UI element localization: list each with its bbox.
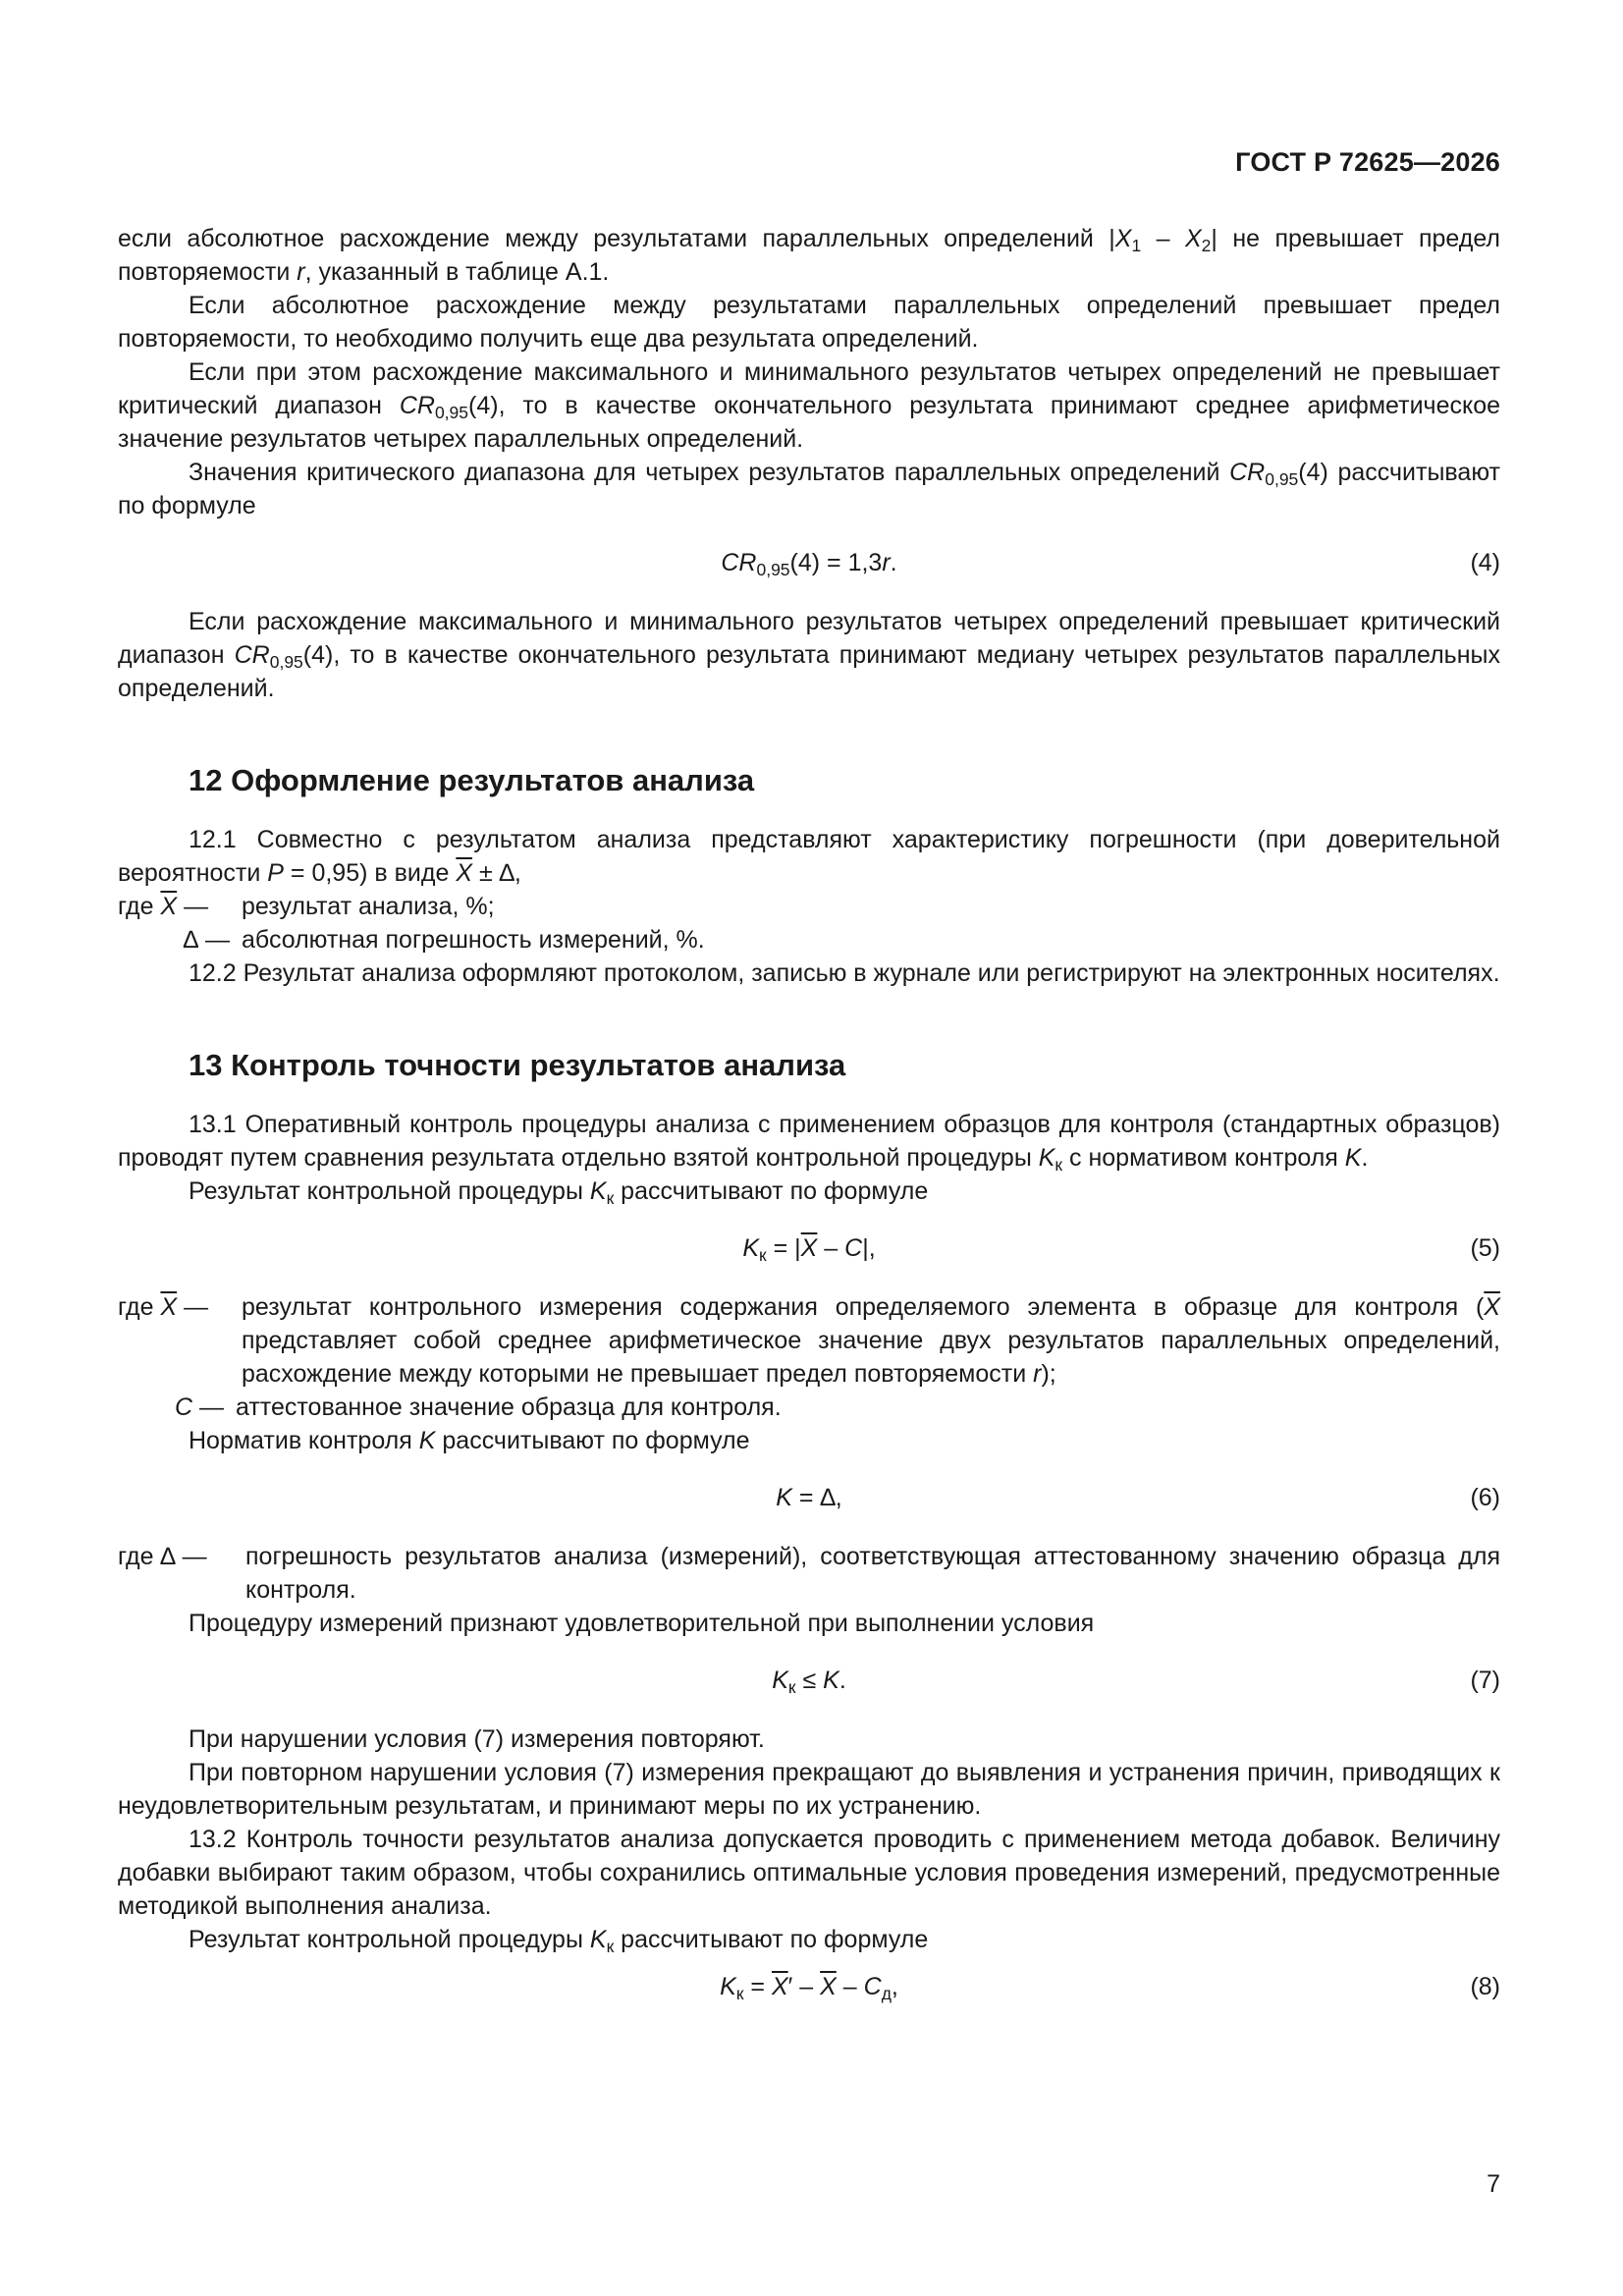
- formula-8-number: (8): [1470, 1973, 1500, 2000]
- where-x-control-measurement: где $\overline{X}$ — результат контрольного измерения содержания определяемого элемента в образце для контроля ($\overline{X}$ представляет собой среднее арифметическое значение двух результатов параллельных определений, расхождение между которыми не превышает предел повторяемости r);: [118, 1293, 1500, 1388]
- paragraph-critical-range: Если при этом расхождение максимального и минимального результатов четырех определений не превышает критический диапазон $CR_{0,95}(4)$, то в качестве окончательного результата принимают среднее арифметическое значение результатов четырех параллельных определений.: [118, 358, 1500, 453]
- page-number: 7: [1487, 2170, 1500, 2198]
- document-body: [118, 222, 1500, 2029]
- paragraph-control-result-intro: Результат контрольной процедуры $K_к$ рассчитывают по формуле: [189, 1177, 929, 1208]
- paragraph-addition-result-intro: Результат контрольной процедуры $K_к$ рассчитывают по формуле: [189, 1926, 929, 1956]
- formula-4: [118, 546, 1500, 579]
- formula-5: [118, 1231, 1500, 1265]
- formula-6-expression: K = ∆,: [776, 1484, 842, 1511]
- formula-7-expression: $K_к \le K$.: [772, 1667, 846, 1697]
- paragraph-12-1: 12.1 Совместно с результатом анализа представляют характеристику погрешности (при доверительной вероятности P = 0,95) в виде $\overline{X}$ ± ∆,: [118, 826, 1500, 887]
- section-13-heading: 13 Контроль точности результатов анализа: [189, 1048, 846, 1082]
- formula-6-number: (6): [1470, 1484, 1500, 1511]
- paragraph-repeat-measurement: При нарушении условия (7) измерения повторяют.: [189, 1725, 765, 1753]
- formula-4-number: (4): [1470, 549, 1500, 576]
- formula-7-number: (7): [1470, 1667, 1500, 1694]
- formula-4-expression: $CR_{0,95}(4) = 1,3r$.: [721, 549, 897, 579]
- where-c-certified-value: C — аттестованное значение образца для контроля.: [174, 1394, 782, 1421]
- formula-5-number: (5): [1470, 1234, 1500, 1262]
- where-delta-analysis-error: где ∆ — погрешность результатов анализа (измерений), соответствующая аттестованному значению образца для контроля.: [118, 1543, 1500, 1604]
- formula-6: [118, 1481, 1500, 1514]
- paragraph-critical-range-formula-intro: Значения критического диапазона для четырех результатов параллельных определений $CR_{0,95}(4)$ рассчитывают по формуле: [118, 459, 1500, 519]
- paragraph-satisfactory-condition: Процедуру измерений признают удовлетворительной при выполнении условия: [189, 1610, 1095, 1637]
- formula-7: [118, 1664, 1500, 1697]
- paragraph-13-1: 13.1 Оперативный контроль процедуры анализа с применением образцов для контроля (стандартных образцов) проводят путем сравнения результата отдельно взятой контрольной процедуры $K_к$ с нормативом контроля K.: [118, 1111, 1500, 1175]
- paragraph-13-2: 13.2 Контроль точности результатов анализа допускается проводить с применением метода добавок. Величину добавки выбирают таким образом, чтобы сохранились оптимальные условия проведения измерений, предусмотренные методикой выполнения анализа.: [118, 1826, 1500, 1920]
- paragraph-control-standard-intro: Норматив контроля K рассчитывают по формуле: [189, 1427, 750, 1454]
- formula-5-expression: $K_к = |\overline{X} - C|$,: [742, 1234, 876, 1265]
- where-delta-absolute-error: ∆ — абсолютная погрешность измерений, %.: [183, 926, 705, 954]
- paragraph-repeated-violation: При повторном нарушении условия (7) измерения прекращают до выявления и устранения причин, приводящих к неудовлетворительным результатам, и принимают меры по их устранению.: [118, 1759, 1500, 1820]
- where-x-analysis-result: где $\overline{X}$ — результат анализа, %;: [118, 893, 495, 920]
- formula-8: [118, 1970, 1500, 2003]
- formula-8-expression: $K_к = \overline{X}' - \overline{X} - C_д$,: [720, 1973, 898, 2003]
- paragraph-exceeds-repeatability: Если абсолютное расхождение между результатами параллельных определений превышает предел повторяемости, то необходимо получить еще два результата определений.: [118, 292, 1500, 353]
- section-12-heading: 12 Оформление результатов анализа: [189, 763, 755, 797]
- paragraph-median-result: Если расхождение максимального и минимального результатов четырех определений превышает критический диапазон $CR_{0,95}(4)$, то в качестве окончательного результата принимают медиану четырех результатов параллельных определений.: [118, 608, 1500, 702]
- paragraph-12-2: 12.2 Результат анализа оформляют протоколом, записью в журнале или регистрируют на электронных носителях.: [189, 959, 1500, 987]
- document-code: ГОСТ Р 72625—2026: [1235, 147, 1500, 177]
- paragraph-repeatability-condition: если абсолютное расхождение между результатами параллельных определений $|X_1 - X_2|$ не превышает предел повторяемости r, указанный в таблице А.1.: [118, 225, 1501, 286]
